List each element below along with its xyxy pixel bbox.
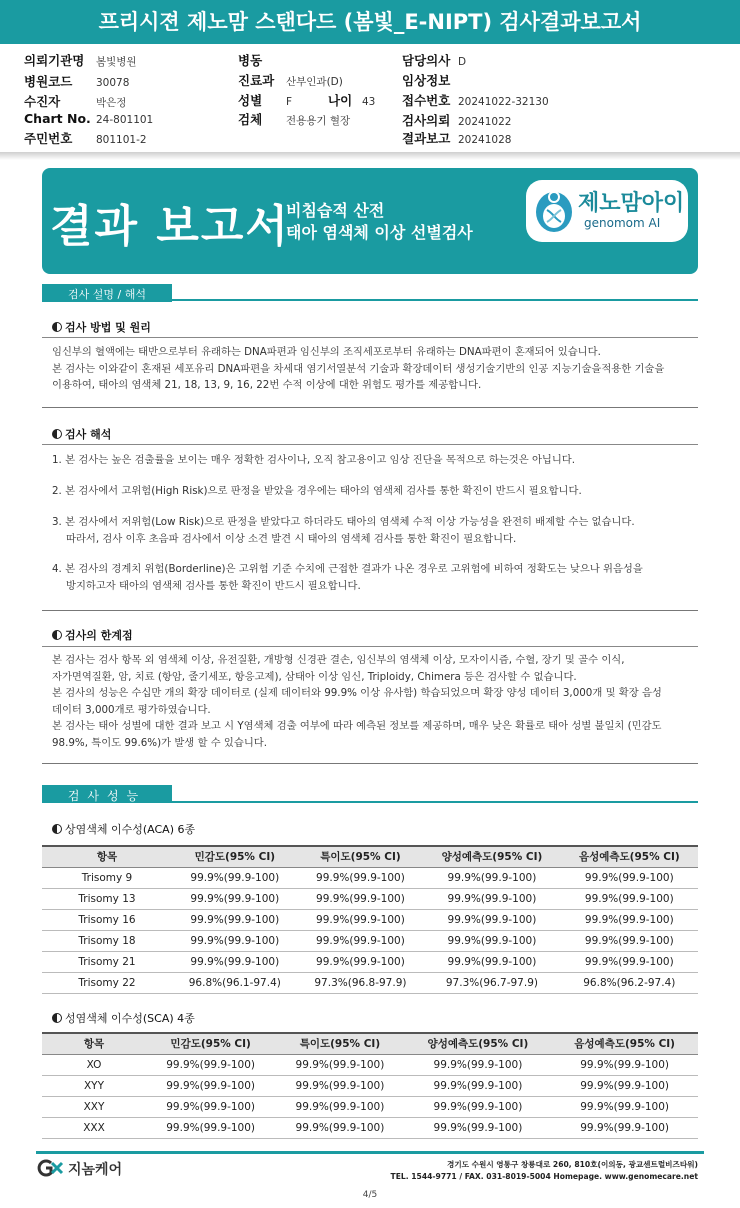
table-cell: 99.9%(99.9-100) <box>146 1096 275 1117</box>
table-cell: 99.9%(99.9-100) <box>146 1054 275 1075</box>
info-label: 진료과 <box>238 73 275 88</box>
section-header-explanation <box>42 283 698 301</box>
info-age <box>328 91 375 109</box>
report-banner <box>42 168 698 274</box>
method-heading: 검사 방법 및 원리 <box>52 319 151 335</box>
table-cell: 99.9%(99.9-100) <box>275 1075 404 1096</box>
table-cell: Trisomy 16 <box>42 909 172 930</box>
logo-korean-text: 제노맘아이 <box>578 191 685 216</box>
aca-table <box>42 845 698 994</box>
info-value: 801101-2 <box>96 134 147 146</box>
half-circle-icon <box>52 824 62 834</box>
banner-subtitle <box>286 200 473 244</box>
genomom-logo <box>526 180 688 242</box>
table-cell: 99.9%(99.9-100) <box>561 909 698 930</box>
info-label: 병원코드 <box>24 74 73 89</box>
report-title: 프리시젼 제노맘 스탠다드 (봄빛_E-NIPT) 검사결과보고서 <box>0 0 740 44</box>
table-cell: 99.9%(99.9-100) <box>551 1096 698 1117</box>
col-header: 항목 <box>42 1033 146 1054</box>
table-cell: Trisomy 18 <box>42 930 172 951</box>
col-header: 양성예측도(95% CI) <box>405 1033 552 1054</box>
footer-address <box>391 1159 698 1183</box>
half-circle-icon <box>52 322 62 332</box>
footer-company-name: 지놈케어 <box>68 1162 123 1178</box>
info-value: 봄빛병원 <box>96 56 137 68</box>
info-sex <box>238 91 292 109</box>
table-cell: 99.9%(99.9-100) <box>551 1054 698 1075</box>
info-value: 전용용기 혈장 <box>286 115 351 127</box>
banner-title: 결과 보고서 <box>50 201 290 252</box>
table-cell: 99.9%(99.9-100) <box>275 1096 404 1117</box>
panel-shadow <box>0 152 740 160</box>
section-header-performance <box>42 785 698 803</box>
divider <box>42 763 698 764</box>
table-row <box>42 972 698 993</box>
page-number: 4/5 <box>362 1190 378 1200</box>
genomom-logo-icon <box>534 188 574 234</box>
col-header: 음성예측도(95% CI) <box>551 1033 698 1054</box>
table-cell: Trisomy 22 <box>42 972 172 993</box>
table-cell: 99.9%(99.9-100) <box>172 930 298 951</box>
table-row <box>42 951 698 972</box>
col-header: 항목 <box>42 846 172 867</box>
table-cell: 96.8%(96.2-97.4) <box>561 972 698 993</box>
info-label: 결과보고 <box>402 131 451 146</box>
table-cell: 99.9%(99.9-100) <box>275 1117 404 1138</box>
half-circle-icon <box>52 630 62 640</box>
table-cell: 99.9%(99.9-100) <box>298 909 424 930</box>
info-label: 수진자 <box>24 94 61 109</box>
info-label: 나이 <box>328 93 353 108</box>
info-receipt-no <box>402 91 549 109</box>
table-cell: XXY <box>42 1096 146 1117</box>
table-header-row <box>42 1033 698 1054</box>
table-cell: Trisomy 21 <box>42 951 172 972</box>
table-row <box>42 1117 698 1138</box>
aca-heading: 상염색체 이수성(ACA) 6종 <box>52 821 195 837</box>
section-tab-label: 검사성능 <box>42 785 172 803</box>
info-doctor <box>402 51 466 69</box>
table-row <box>42 930 698 951</box>
banner-subtitle-line1: 비침습적 산전 <box>286 201 385 220</box>
info-value: 30078 <box>96 77 130 89</box>
info-patient <box>24 92 126 110</box>
table-cell: 99.9%(99.9-100) <box>423 909 560 930</box>
table-cell: 99.9%(99.9-100) <box>298 951 424 972</box>
info-hospital-code <box>24 72 129 90</box>
table-cell: 99.9%(99.9-100) <box>561 867 698 888</box>
footer-divider <box>36 1151 704 1154</box>
table-cell: 99.9%(99.9-100) <box>172 888 298 909</box>
divider <box>42 610 698 611</box>
table-cell: 99.9%(99.9-100) <box>551 1075 698 1096</box>
table-cell: Trisomy 13 <box>42 888 172 909</box>
info-request-date <box>402 111 511 129</box>
table-cell: XYY <box>42 1075 146 1096</box>
table-row <box>42 867 698 888</box>
banner-subtitle-line2: 태아 염색체 이상 선별검사 <box>286 223 473 242</box>
table-cell: 99.9%(99.9-100) <box>561 951 698 972</box>
table-cell: 99.9%(99.9-100) <box>172 909 298 930</box>
table-cell: 99.9%(99.9-100) <box>405 1054 552 1075</box>
table-header-row <box>42 846 698 867</box>
section-tab-label: 검사 설명 / 해석 <box>42 284 172 302</box>
col-header: 음성예측도(95% CI) <box>561 846 698 867</box>
half-circle-icon <box>52 1013 62 1023</box>
table-cell: 99.9%(99.9-100) <box>275 1054 404 1075</box>
divider <box>42 337 698 338</box>
info-specimen <box>238 110 350 128</box>
table-row <box>42 1054 698 1075</box>
table-cell: Trisomy 9 <box>42 867 172 888</box>
table-cell: 97.3%(96.8-97.9) <box>298 972 424 993</box>
divider <box>42 646 698 647</box>
limits-heading: 검사의 한계점 <box>52 627 133 643</box>
table-cell: 99.9%(99.9-100) <box>298 888 424 909</box>
table-cell: 99.9%(99.9-100) <box>298 930 424 951</box>
info-clinical-info <box>402 71 458 89</box>
info-value: D <box>458 56 467 68</box>
interpret-item-3: 3. 본 검사에서 저위험(Low Risk)으로 판정을 받았다고 하더라도 태아의 염색체 수적 이상 가능성을 완전히 배제할 수는 없습니다. 따라서, 검사 이후 초음파 검사에서 이상 소견 발견 시 태아의 염색체 검사를 통한 확진이 필요합니다. <box>52 516 635 545</box>
table-row <box>42 909 698 930</box>
half-circle-icon <box>52 429 62 439</box>
patient-info-panel <box>0 44 740 158</box>
genomecare-logo <box>36 1157 136 1179</box>
table-cell: 99.9%(99.9-100) <box>423 867 560 888</box>
table-row <box>42 1096 698 1117</box>
col-header: 민감도(95% CI) <box>146 1033 275 1054</box>
table-cell: 96.8%(96.1-97.4) <box>172 972 298 993</box>
limits-text: 본 검사는 검사 항목 외 염색체 이상, 유전질환, 개방형 신경관 결손, 임신부의 염색체 이상, 모자이시즘, 수혈, 장기 및 골수 이식, 자가면역질환, 암, 치료 (항암, 줄기세포, 항응고제), 삼태아 이상 임신, Triploidy, Chimera 등은 검사할 수 없습니다. 본 검사의 성능은 수십만 개의 확장 데이터로 (실제 데이터와 99.9% 이상 유사함) 학습되었으며 확장 양성 데이터 3,000개 및 확장 음성 데이터 3,000개로 평가하였습니다. 본 검사는 태아 성별에 대한 결과 보고 시 Y염색체 검출 여부에 따라 예측된 정보를 제공하며, 매우 낮은 확률로 태아 성별 불일치 (민감도 98.9%, 특이도 99.6%)가 발생 할 수 있습니다. <box>52 654 662 749</box>
table-cell: 99.9%(99.9-100) <box>423 888 560 909</box>
info-label: 접수번호 <box>402 93 451 108</box>
info-label: 검사의뢰 <box>402 113 451 128</box>
table-row <box>42 888 698 909</box>
info-value: 43 <box>362 96 376 108</box>
info-value: 20241028 <box>458 134 512 146</box>
info-label: 병동 <box>238 53 263 68</box>
info-value: 24-801101 <box>96 114 154 126</box>
table-cell: 99.9%(99.9-100) <box>146 1075 275 1096</box>
info-value: 박은정 <box>96 97 127 109</box>
col-header: 특이도(95% CI) <box>298 846 424 867</box>
info-value: 20241022-32130 <box>458 96 549 108</box>
info-label: 검체 <box>238 112 263 127</box>
table-cell: 99.9%(99.9-100) <box>298 867 424 888</box>
info-label: 주민번호 <box>24 131 73 146</box>
info-referring-institution <box>24 51 137 69</box>
col-header: 특이도(95% CI) <box>275 1033 404 1054</box>
info-value: 산부인과(D) <box>286 76 343 88</box>
logo-english-text: genomom AI <box>584 216 661 230</box>
sca-table <box>42 1032 698 1139</box>
divider <box>42 407 698 408</box>
table-cell: 99.9%(99.9-100) <box>146 1117 275 1138</box>
info-department <box>238 71 343 89</box>
info-label: 성별 <box>238 93 263 108</box>
genomecare-logo-icon <box>36 1159 66 1177</box>
col-header: 양성예측도(95% CI) <box>423 846 560 867</box>
table-cell: XXX <box>42 1117 146 1138</box>
sca-heading: 성염색체 이수성(SCA) 4종 <box>52 1010 195 1026</box>
divider <box>42 444 698 445</box>
table-cell: 99.9%(99.9-100) <box>551 1117 698 1138</box>
table-cell: 99.9%(99.9-100) <box>172 951 298 972</box>
table-cell: 97.3%(96.7-97.9) <box>423 972 560 993</box>
interpret-item-2: 2. 본 검사에서 고위험(High Risk)으로 판정을 받았을 경우에는 태아의 염색체 검사를 통한 확진이 반드시 필요합니다. <box>52 485 582 497</box>
footer-contact-line: TEL. 1544-9771 / FAX. 031-8019-5004 Homepage. www.genomecare.net <box>390 1172 698 1181</box>
table-cell: 99.9%(99.9-100) <box>561 930 698 951</box>
table-cell: 99.9%(99.9-100) <box>423 930 560 951</box>
table-cell: 99.9%(99.9-100) <box>405 1117 552 1138</box>
info-report-date <box>402 129 511 147</box>
table-cell: 99.9%(99.9-100) <box>561 888 698 909</box>
interpret-item-4: 4. 본 검사의 경계치 위험(Borderline)은 고위험 기준 수치에 근접한 결과가 나온 경우로 고위험에 비하여 정확도는 낮으나 위음성을 방지하고자 태아의 염색체 검사를 통한 확진이 반드시 필요합니다. <box>52 563 643 592</box>
info-value: F <box>286 96 293 108</box>
info-label: 담당의사 <box>402 53 451 68</box>
col-header: 민감도(95% CI) <box>172 846 298 867</box>
footer-address-line1: 경기도 수원시 영통구 창룡대로 260, 810호(이의동, 광교센트럴비즈타워) <box>447 1160 698 1169</box>
info-label: 임상정보 <box>402 73 451 88</box>
table-row <box>42 1075 698 1096</box>
interpret-heading: 검사 해석 <box>52 426 111 442</box>
table-cell: XO <box>42 1054 146 1075</box>
info-resident-no <box>24 129 147 147</box>
info-label: Chart No. <box>24 111 91 126</box>
method-text: 임신부의 혈액에는 태반으로부터 유래하는 DNA파편과 임신부의 조직세포로부터 유래하는 DNA파편이 혼재되어 있습니다. 본 검사는 이와같이 혼재된 세포유리 DNA파편을 차세대 염기서열분석 기술과 확장데이터 생성기술기반의 인공 지능기술을적용한 기술을 이용하여, 태아의 염색체 21, 18, 13, 9, 16, 22번 수적 이상에 대한 위험도 평가를 제공합니다. <box>52 346 665 391</box>
info-label: 의뢰기관명 <box>24 53 85 68</box>
info-chart-no <box>24 111 153 126</box>
table-cell: 99.9%(99.9-100) <box>423 951 560 972</box>
interpret-item-1: 1. 본 검사는 높은 검출률을 보이는 매우 정확한 검사이나, 오직 참고용이고 임상 진단을 목적으로 하는것은 아닙니다. <box>52 454 576 466</box>
info-ward <box>238 51 286 69</box>
table-cell: 99.9%(99.9-100) <box>405 1096 552 1117</box>
table-cell: 99.9%(99.9-100) <box>172 867 298 888</box>
table-cell: 99.9%(99.9-100) <box>405 1075 552 1096</box>
info-value: 20241022 <box>458 116 512 128</box>
